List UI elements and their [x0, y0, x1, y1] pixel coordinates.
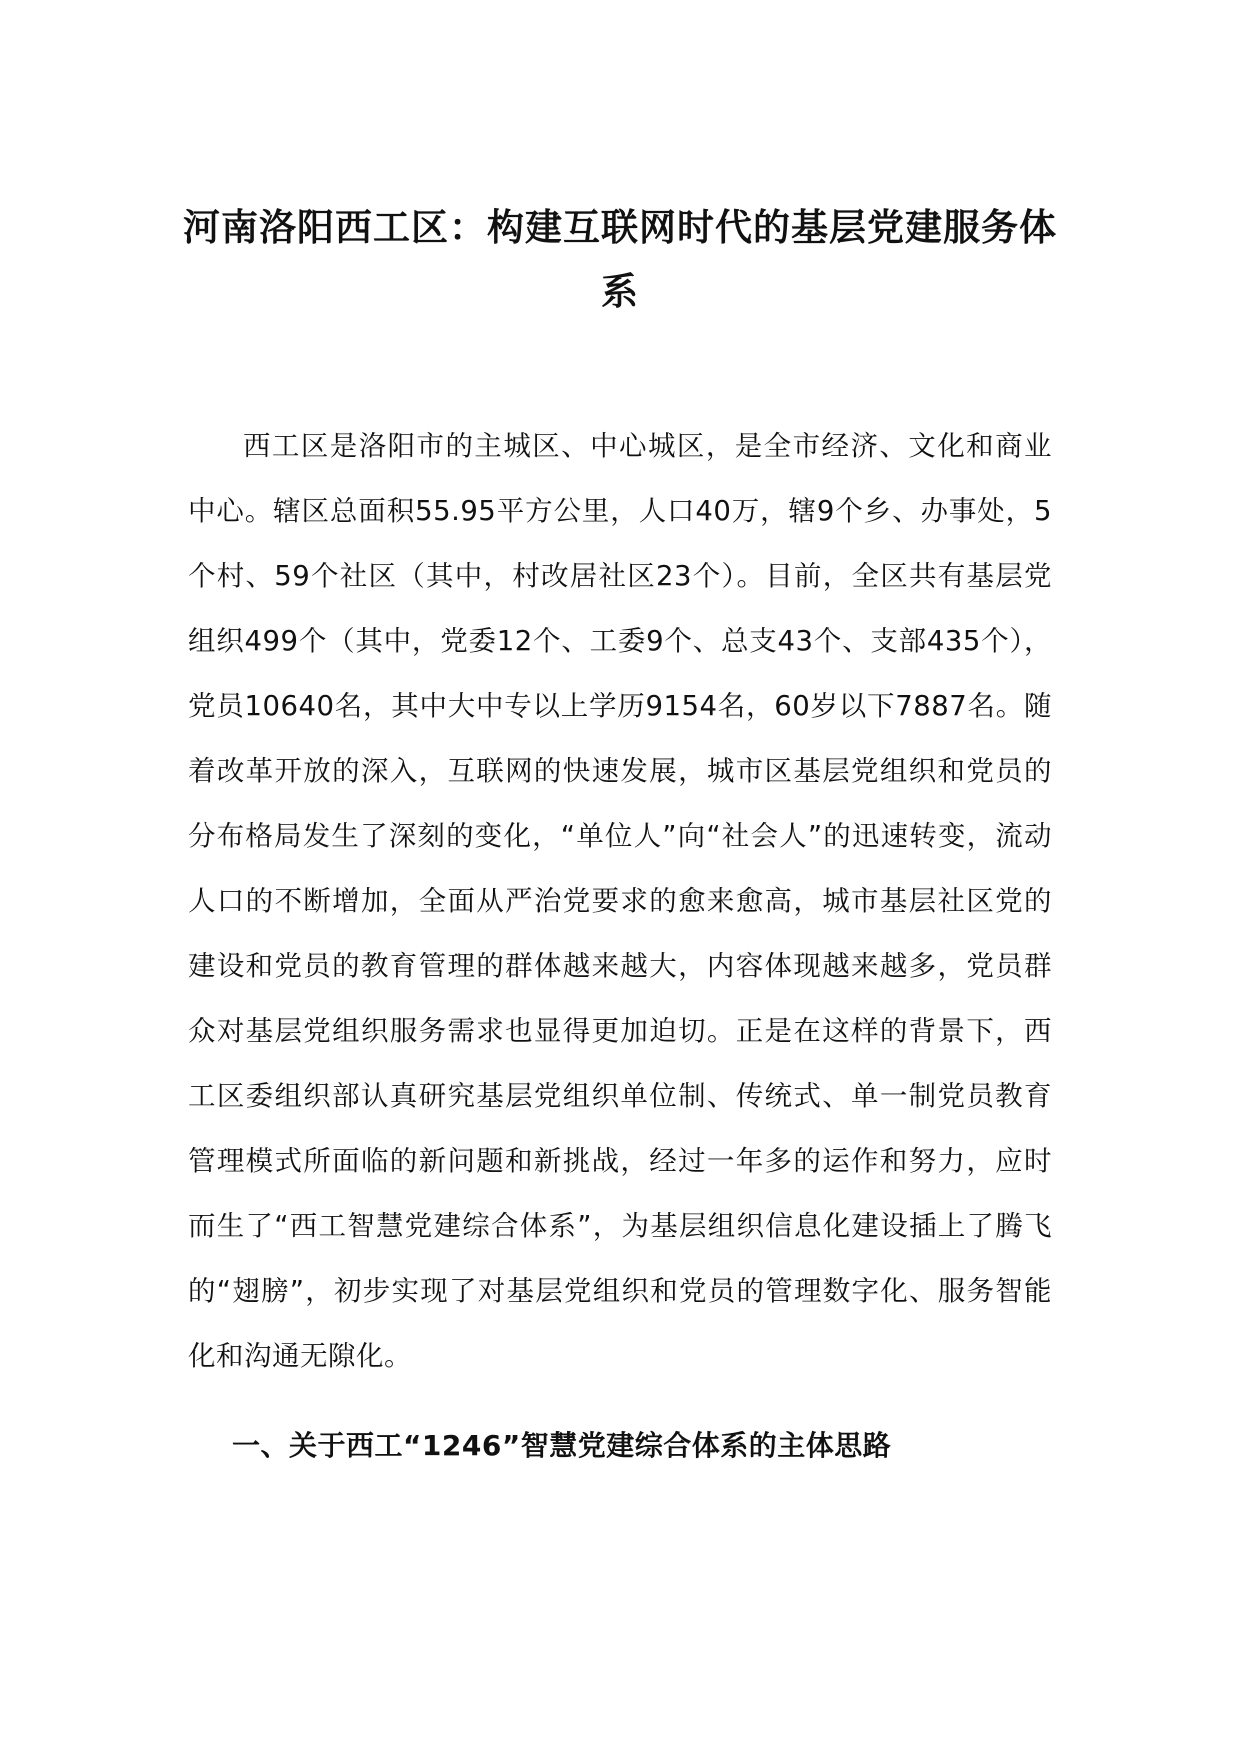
section-heading: 一、关于西工“1246”智慧党建综合体系的主体思路 [232, 1429, 892, 1462]
document-title: 河南洛阳西工区：构建互联网时代的基层党建服务体系 [183, 206, 1057, 313]
body-paragraph: 西工区是洛阳市的主城区、中心城区，是全市经济、文化和商业中心。辖区总面积55.95平方公里，人口40万，辖9个乡、办事处，5个村、59个社区（其中，村改居社区23个）。目前，全区共有基层党组织499个（其中，党委12个、工委9个、总支43个、支部435个），党员10640名，其中大中专以上学历9154名，60岁以下7887名。随着改革开放的深入，互联网的快速发展，城市区基层党组织和党员的分布格局发生了深刻的变化，“单位人”向“社会人”的迅速转变，流动人口的不断增加，全面从严治党要求的愈来愈高，城市基层社区党的建设和党员的教育管理的群体越来越大，内容体现越来越多，党员群众对基层党组织服务需求也显得更加迫切。正是在这样的背景下，西工区委组织部认真研究基层党组织单位制、传统式、单一制党员教育管理模式所面临的新问题和新挑战，经过一年多的运作和努力，应时而生了“西工智慧党建综合体系”，为基层组织信息化建设插上了腾飞的“翅膀”，初步实现了对基层党组织和党员的管理数字化、服务智能化和沟通无隙化。 [188, 430, 1052, 1372]
